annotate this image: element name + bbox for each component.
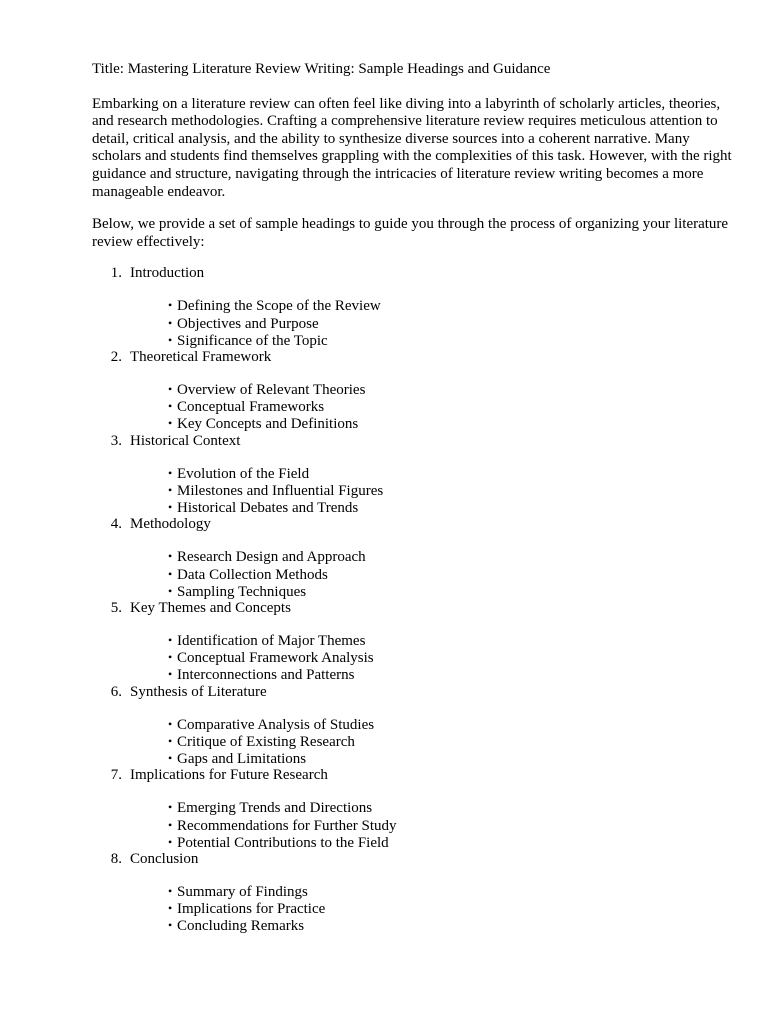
bullet-icon: • <box>168 482 173 497</box>
bullet-icon: • <box>168 800 173 815</box>
bullet-icon: • <box>168 834 173 849</box>
list-item <box>168 883 732 900</box>
intro-paragraph: Embarking on a literature review can often feel like diving into a labyrinth of scholarly articles, theories, and research methodologies. Crafting a comprehensive literature review requires meticulous attention to detail, critical analysis, and the ability to synthesize diverse sources into a coherent narrative. Many scholars and students find themselves grappling with the complexities of this task. However, with the right guidance and structure, navigating through the intricacies of literature review writing becomes a more manageable endeavor. <box>92 95 732 200</box>
list-item <box>168 499 732 516</box>
subheading-text: Comparative Analysis of Studies <box>177 716 375 733</box>
section-heading: Theoretical Framework <box>130 349 272 365</box>
list-item <box>168 649 732 666</box>
section-key-themes <box>92 600 732 684</box>
section-heading: Introduction <box>130 265 205 282</box>
section-number: 3. <box>110 432 122 449</box>
bullet-icon: • <box>168 332 173 347</box>
subheading-text: Milestones and Influential Figures <box>177 482 384 499</box>
subheading-list <box>92 799 732 851</box>
document-title: Title: Mastering Literature Review Writing: Sample Headings and Guidance <box>92 61 551 77</box>
section-heading: Conclusion <box>130 850 199 867</box>
bullet-icon: • <box>168 298 173 313</box>
section-methodology <box>92 516 732 600</box>
section-heading: Implications for Future Research <box>130 767 328 784</box>
bullet-icon: • <box>168 918 173 933</box>
bullet-icon: • <box>168 465 173 480</box>
bullet-icon: • <box>168 633 173 648</box>
section-implications <box>92 767 732 851</box>
section-synthesis <box>92 684 732 768</box>
bullet-icon: • <box>168 583 173 598</box>
list-item <box>168 750 732 767</box>
list-item <box>168 548 732 565</box>
bullet-icon: • <box>168 733 173 748</box>
subheading-text: Emerging Trends and Directions <box>177 800 373 817</box>
subheading-text: Recommendations for Further Study <box>177 817 397 834</box>
subheading-text: Conceptual Framework Analysis <box>177 650 374 667</box>
subheading-list <box>92 716 732 768</box>
list-item <box>168 716 732 733</box>
list-item <box>168 381 732 398</box>
section-conclusion <box>92 851 732 935</box>
bullet-icon: • <box>168 884 173 899</box>
subheading-text: Gaps and Limitations <box>177 751 307 768</box>
subheading-list <box>92 297 732 349</box>
bullet-icon: • <box>168 751 173 766</box>
section-heading: Historical Context <box>130 432 241 449</box>
subheading-text: Research Design and Approach <box>177 549 366 566</box>
section-heading-row <box>92 684 732 702</box>
section-theoretical-framework <box>92 349 732 433</box>
section-heading-row <box>92 349 732 367</box>
subheading-text: Summary of Findings <box>177 884 308 901</box>
bullet-icon: • <box>168 416 173 431</box>
document-page <box>92 61 732 935</box>
list-item <box>168 415 732 432</box>
bullet-icon: • <box>168 315 173 330</box>
list-item <box>168 482 732 499</box>
subheading-text: Historical Debates and Trends <box>177 500 359 517</box>
subheading-list <box>92 548 732 600</box>
list-item <box>168 733 732 750</box>
section-number: 4. <box>110 516 122 533</box>
section-number: 2. <box>110 349 122 365</box>
section-heading-row <box>92 433 732 451</box>
section-number: 7. <box>110 767 122 784</box>
bullet-icon: • <box>168 817 173 832</box>
list-item <box>168 917 732 934</box>
list-item <box>168 465 732 482</box>
subheading-text: Data Collection Methods <box>177 566 328 583</box>
subheading-text: Concluding Remarks <box>177 918 305 935</box>
bullet-icon: • <box>168 716 173 731</box>
subheading-text: Implications for Practice <box>177 901 326 918</box>
section-introduction <box>92 265 732 349</box>
section-historical-context <box>92 433 732 517</box>
subheading-text: Identification of Major Themes <box>177 633 366 650</box>
bullet-icon: • <box>168 650 173 665</box>
subheading-text: Significance of the Topic <box>177 332 328 349</box>
section-heading-row <box>92 265 732 283</box>
section-number: 8. <box>110 850 122 867</box>
list-item <box>168 398 732 415</box>
sample-headings-list <box>92 265 732 934</box>
subheading-text: Critique of Existing Research <box>177 733 355 750</box>
section-heading-row <box>92 851 732 869</box>
bullet-icon: • <box>168 901 173 916</box>
subheading-text: Sampling Techniques <box>177 583 307 600</box>
bullet-icon: • <box>168 566 173 581</box>
bullet-icon: • <box>168 549 173 564</box>
list-item <box>168 566 732 583</box>
subheading-text: Objectives and Purpose <box>177 315 319 332</box>
section-heading: Key Themes and Concepts <box>130 599 291 616</box>
lead-paragraph: Below, we provide a set of sample headings to guide you through the process of organizing your literature review effectively: <box>92 216 729 250</box>
subheading-text: Key Concepts and Definitions <box>177 416 359 433</box>
section-heading-row <box>92 516 732 534</box>
section-heading-row <box>92 767 732 785</box>
subheading-text: Conceptual Frameworks <box>177 399 325 416</box>
bullet-icon: • <box>168 382 173 397</box>
list-item <box>168 583 732 600</box>
section-heading-row <box>92 600 732 618</box>
list-item <box>168 297 732 314</box>
section-number: 1. <box>110 265 122 282</box>
bullet-icon: • <box>168 399 173 414</box>
list-item <box>168 799 732 816</box>
subheading-text: Potential Contributions to the Field <box>177 834 389 851</box>
subheading-list <box>92 632 732 684</box>
section-number: 5. <box>110 599 122 616</box>
subheading-list <box>92 381 732 433</box>
section-heading: Methodology <box>130 516 211 533</box>
list-item <box>168 834 732 851</box>
list-item <box>168 332 732 349</box>
section-number: 6. <box>110 683 122 700</box>
list-item <box>168 315 732 332</box>
subheading-text: Defining the Scope of the Review <box>177 298 381 315</box>
subheading-text: Overview of Relevant Theories <box>177 382 366 399</box>
subheading-list <box>92 465 732 517</box>
list-item <box>168 632 732 649</box>
subheading-list <box>92 883 732 935</box>
bullet-icon: • <box>168 667 173 682</box>
subheading-text: Evolution of the Field <box>177 465 310 482</box>
list-item <box>168 666 732 683</box>
section-heading: Synthesis of Literature <box>130 683 267 700</box>
bullet-icon: • <box>168 500 173 515</box>
subheading-text: Interconnections and Patterns <box>177 667 355 684</box>
list-item <box>168 900 732 917</box>
list-item <box>168 817 732 834</box>
